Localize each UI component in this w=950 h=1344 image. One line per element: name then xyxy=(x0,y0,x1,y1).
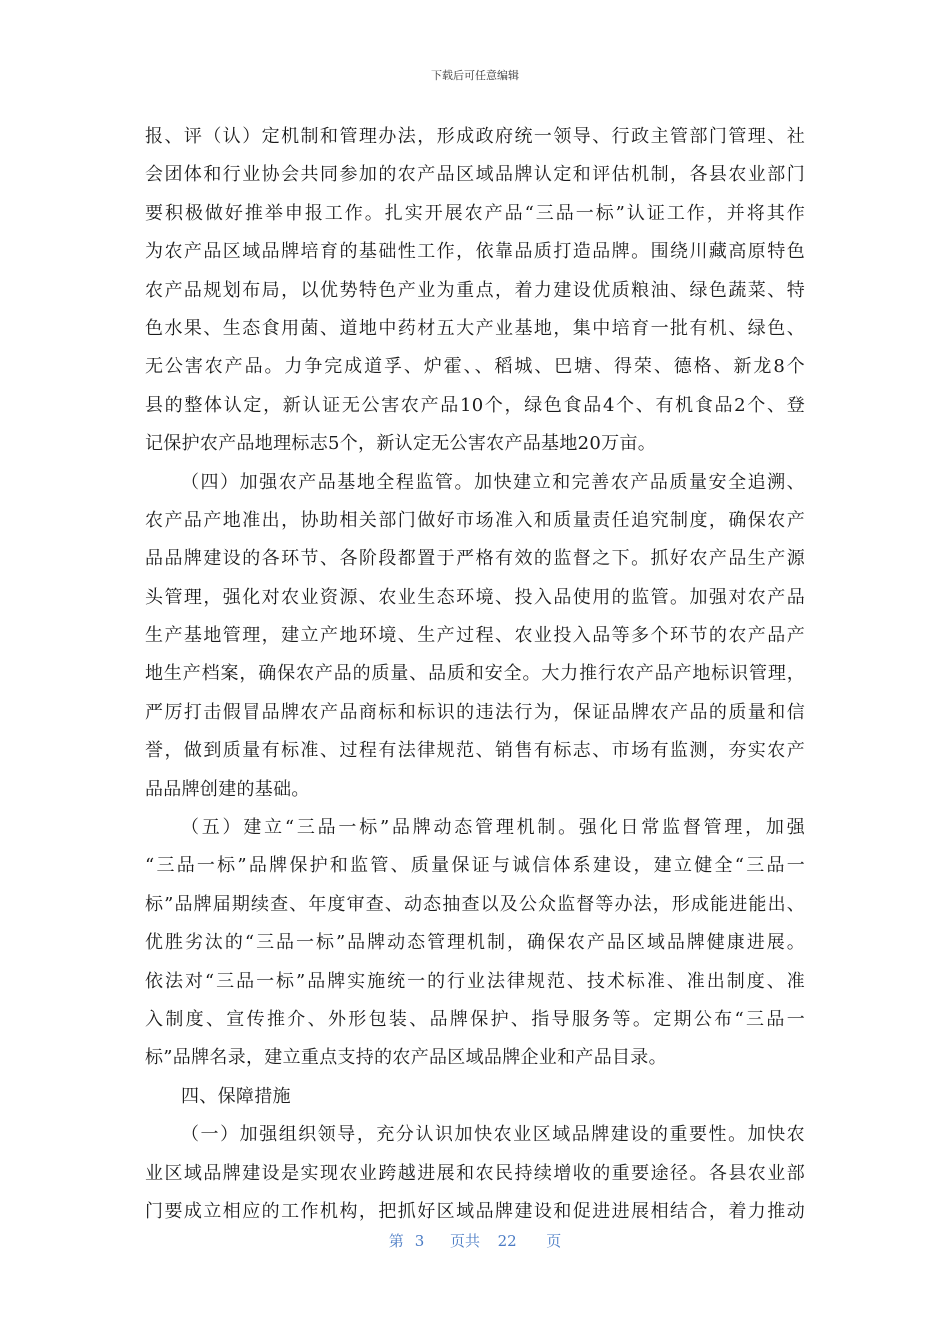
text-line: 农产品产地准出，协助相关部门做好市场准入和质量责任追究制度，确保农产 xyxy=(145,509,805,531)
text-line: 县的整体认定，新认证无公害农产品10个，绿色食品4个、有机食品2个、登 xyxy=(145,394,805,416)
text-line: 为农产品区域品牌培育的基础性工作，依靠品质打造品牌。围绕川藏高原特色 xyxy=(145,241,805,263)
text-line: 农产品规划布局，以优势特色产业为重点，着力建设优质粮油、绿色蔬菜、特 xyxy=(145,279,805,301)
page-label-middle: 页共 xyxy=(450,1232,481,1250)
page-label-suffix: 页 xyxy=(546,1232,562,1250)
text-line: 严厉打击假冒品牌农产品商标和标识的违法行为，保证品牌农产品的质量和信 xyxy=(145,701,805,723)
text-line: 要积极做好推举申报工作。扎实开展农产品“三品一标”认证工作，并将其作 xyxy=(145,202,805,224)
text-line: 报、评（认）定机制和管理办法，形成政府统一领导、行政主管部门管理、社 xyxy=(145,126,805,147)
text-line: “三品一标”品牌保护和监管、质量保证与诚信体系建设，建立健全“三品一 xyxy=(145,855,805,877)
current-page-number: 3 xyxy=(414,1232,425,1250)
text-line: 生产基地管理，建立产地环境、生产过程、农业投入品等多个环节的农产品产 xyxy=(145,625,805,647)
text-line: 头管理，强化对农业资源、农业生态环境、投入品使用的监管。加强对农产品 xyxy=(145,586,805,608)
text-line: 标”品牌届期续查、年度审查、动态抽查以及公众监督等办法，形成能进能出、 xyxy=(145,893,805,915)
document-body xyxy=(145,118,805,1231)
text-line: 色水果、生态食用菌、道地中药材五大产业基地，集中培育一批有机、绿色、 xyxy=(145,317,805,339)
text-line: 会团体和行业协会共同参加的农产品区域品牌认定和评估机制，各县农业部门 xyxy=(145,164,805,186)
text-line: 优胜劣汰的“三品一标”品牌动态管理机制，确保农产品区域品牌健康进展。 xyxy=(145,932,805,954)
text-line: 誉，做到质量有标准、过程有法律规范、销售有标志、市场有监测，夯实农产 xyxy=(145,740,805,762)
text-line: 入制度、宣传推介、外形包装、品牌保护、指导服务等。定期公布“三品一 xyxy=(145,1008,805,1030)
text-line: 品品牌创建的基础。 xyxy=(145,778,310,800)
text-line: 依法对“三品一标”品牌实施统一的行业法律规范、技术标准、准出制度、准 xyxy=(145,970,805,992)
page-label-prefix: 第 xyxy=(388,1232,404,1250)
text-line: 记保护农产品地理标志5个，新认定无公害农产品基地20万亩。 xyxy=(145,433,657,455)
text-line: 地生产档案，确保农产品的质量、品质和安全。大力推行农产品产地标识管理， xyxy=(145,663,805,685)
text-line: 品品牌建设的各环节、各阶段都置于严格有效的监督之下。抓好农产品生产源 xyxy=(145,548,805,570)
section-heading: 四、保障措施 xyxy=(181,1085,291,1107)
text-line: 标”品牌名录，建立重点支持的农产品区域品牌企业和产品目录。 xyxy=(145,1047,667,1069)
total-page-count: 22 xyxy=(497,1232,517,1250)
page-header: 下载后可任意编辑 xyxy=(431,69,519,82)
text-line: （一）加强组织领导，充分认识加快农业区域品牌建设的重要性。加快农 xyxy=(181,1124,805,1146)
text-line: 门要成立相应的工作机构，把抓好区域品牌建设和促进进展相结合，着力推动 xyxy=(145,1200,805,1222)
text-line: 无公害农产品。力争完成道孚、炉霍、、稻城、巴塘、得荣、德格、新龙8个 xyxy=(145,356,805,378)
text-line: （四）加强农产品基地全程监管。加快建立和完善农产品质量安全追溯、 xyxy=(181,471,805,493)
text-line: （五）建立“三品一标”品牌动态管理机制。强化日常监督管理，加强 xyxy=(181,817,805,839)
page-footer xyxy=(0,1230,950,1251)
text-line: 业区域品牌建设是实现农业跨越进展和农民持续增收的重要途径。各县农业部 xyxy=(145,1162,805,1184)
